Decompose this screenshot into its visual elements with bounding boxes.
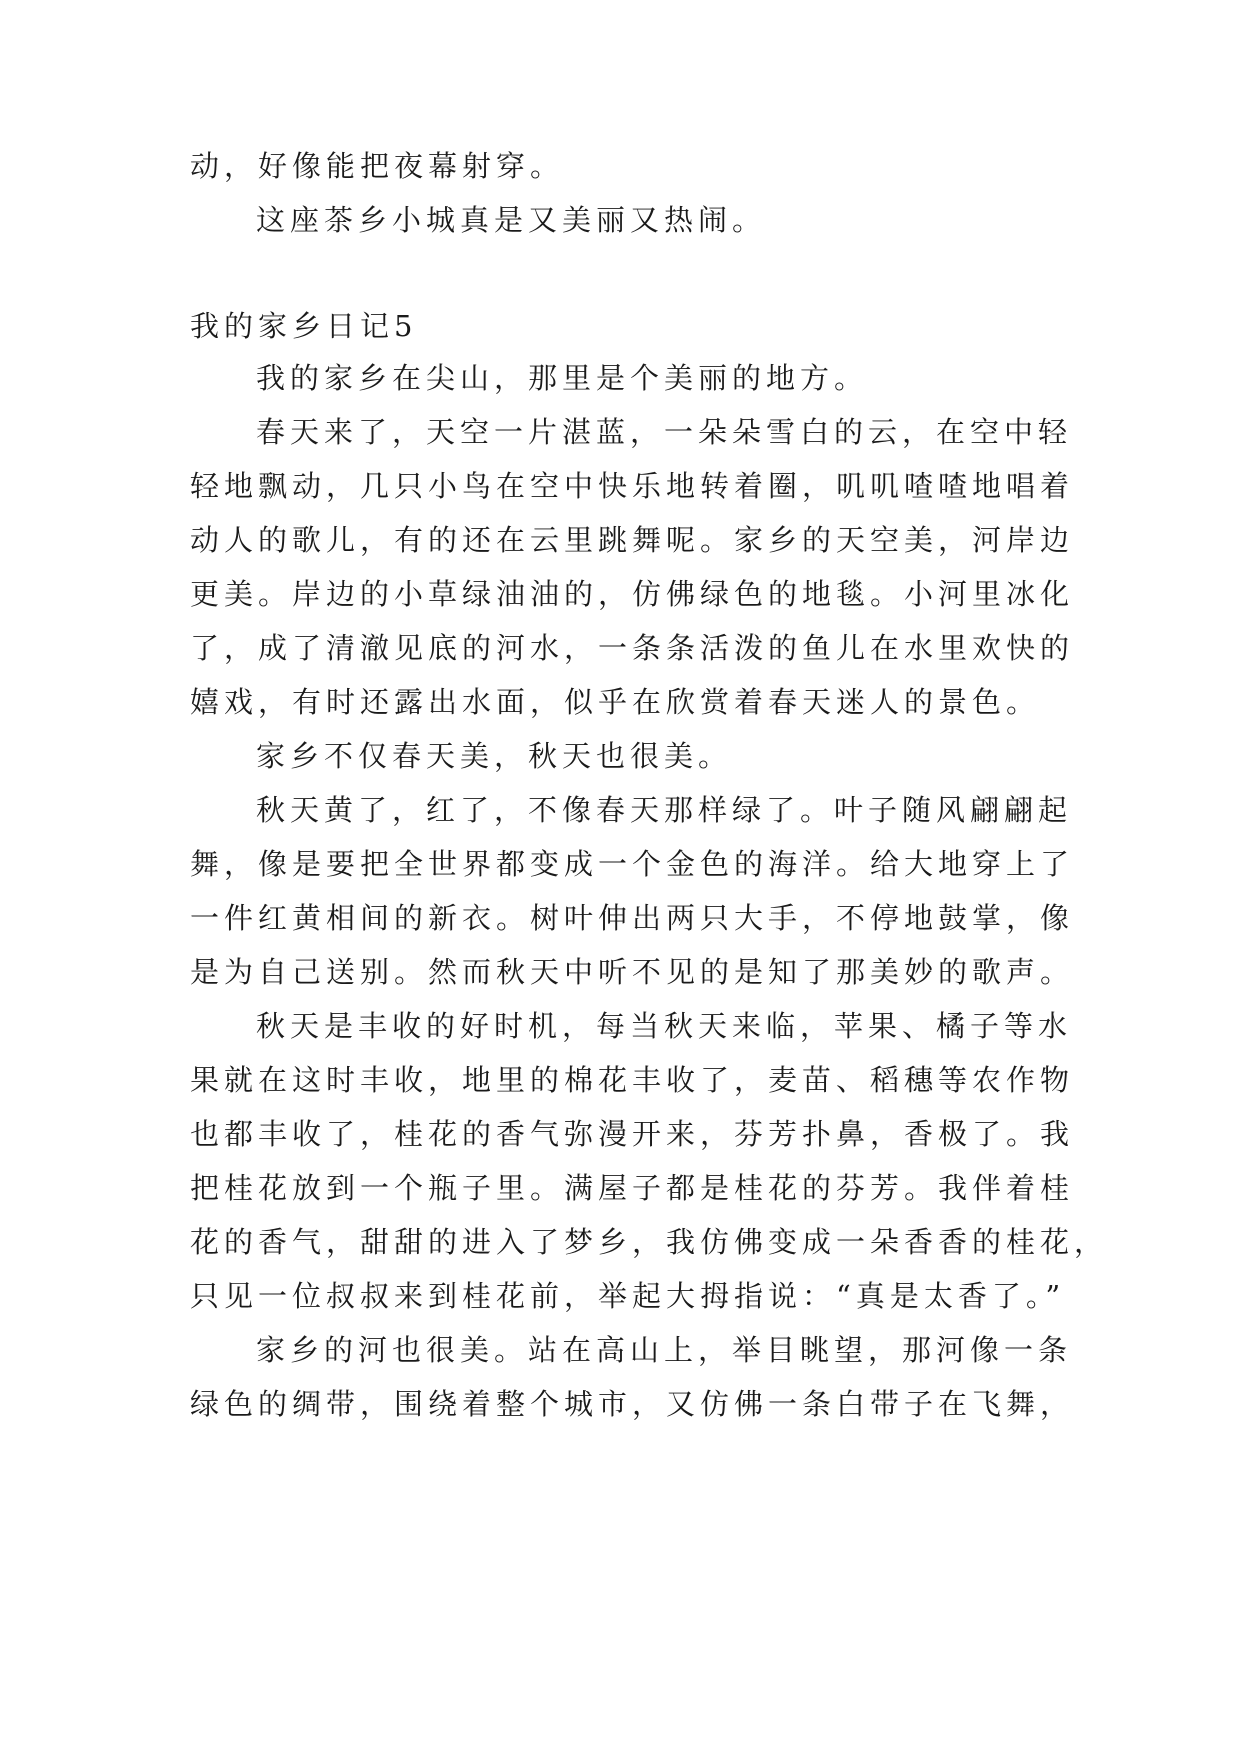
paragraph-line: 家乡不仅春天美，秋天也很美。 [256,739,733,773]
paragraph-line: 果就在这时丰收，地里的棉花丰收了，麦苗、稻穗等农作物 [190,1063,1075,1097]
paragraph-line: 秋天黄了，红了，不像春天那样绿了。叶子随风翩翩起 [256,793,1073,827]
paragraph-line: 家乡的河也很美。站在高山上，举目眺望，那河像一条 [256,1333,1073,1367]
paragraph-line: 也都丰收了，桂花的香气弥漫开来，芬芳扑鼻，香极了。我 [190,1117,1075,1151]
paragraph-line: 嬉戏，有时还露出水面，似乎在欣赏着春天迷人的景色。 [190,685,1041,719]
paragraph-line: 更美。岸边的小草绿油油的，仿佛绿色的地毯。小河里冰化 [190,577,1075,611]
paragraph-line: 一件红黄相间的新衣。树叶伸出两只大手，不停地鼓掌，像 [190,901,1075,935]
paragraph-line: 动人的歌儿，有的还在云里跳舞呢。家乡的天空美，河岸边 [190,523,1075,557]
paragraph-line: 绿色的绸带，围绕着整个城市，又仿佛一条白带子在飞舞， [190,1387,1075,1421]
continuation-line: 这座茶乡小城真是又美丽又热闹。 [256,203,767,237]
paragraph-line: 轻地飘动，几只小鸟在空中快乐地转着圈，叽叽喳喳地唱着 [190,469,1075,503]
paragraph-line: 把桂花放到一个瓶子里。满屋子都是桂花的芬芳。我伴着桂 [190,1171,1075,1205]
paragraph-line: 是为自己送别。然而秋天中听不见的是知了那美妙的歌声。 [190,955,1075,989]
section-title: 我的家乡日记5 [190,309,418,343]
paragraph-line: 只见一位叔叔来到桂花前，举起大拇指说：“真是太香了。” [190,1279,1066,1313]
paragraph-line: 春天来了，天空一片湛蓝，一朵朵雪白的云，在空中轻 [256,415,1073,449]
continuation-line: 动，好像能把夜幕射穿。 [190,149,565,183]
paragraph-line: 花的香气，甜甜的进入了梦乡，我仿佛变成一朵香香的桂花， [190,1225,1109,1259]
paragraph-line: 舞，像是要把全世界都变成一个金色的海洋。给大地穿上了 [190,847,1075,881]
paragraph-line: 了，成了清澈见底的河水，一条条活泼的鱼儿在水里欢快的 [190,631,1075,665]
paragraph-line: 秋天是丰收的好时机，每当秋天来临，苹果、橘子等水 [256,1009,1073,1043]
paragraph-line: 我的家乡在尖山，那里是个美丽的地方。 [256,361,869,395]
